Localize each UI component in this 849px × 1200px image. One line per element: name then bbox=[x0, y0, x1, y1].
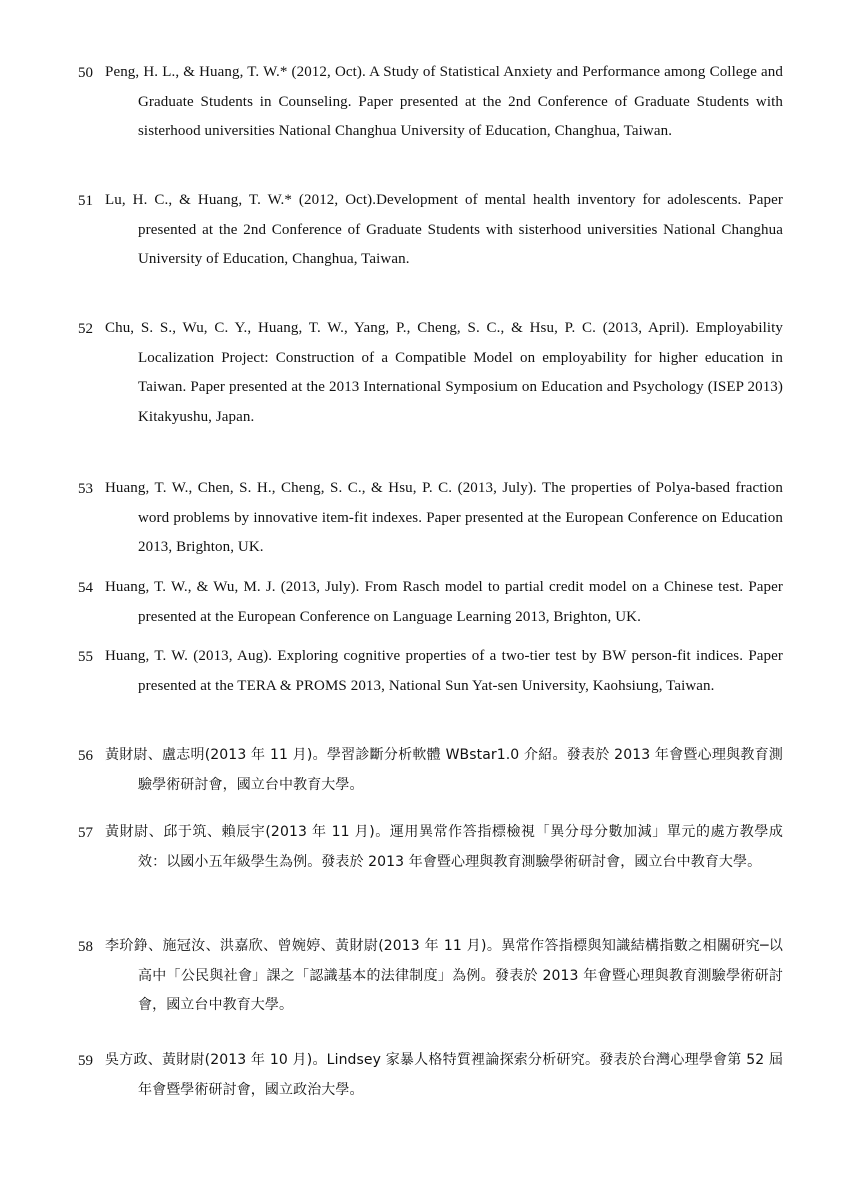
reference-entry bbox=[78, 58, 783, 147]
reference-number: 56 bbox=[78, 748, 93, 764]
reference-number: 51 bbox=[78, 193, 93, 209]
reference-number: 57 bbox=[78, 825, 93, 841]
reference-entry bbox=[78, 314, 783, 432]
reference-entry bbox=[78, 573, 783, 632]
reference-text: 黃財尉、盧志明(2013 年 11 月)。學習診斷分析軟體 WBstar1.0 介紹。發表於 2013 年會暨心理與教育測驗學術研討會，國立台中教育大學。 bbox=[105, 747, 783, 793]
reference-number: 52 bbox=[78, 321, 93, 337]
reference-text: Peng, H. L., & Huang, T. W.* (2012, Oct). A Study of Statistical Anxiety and Performance among College and Graduate Students in Counseling. Paper presented at the 2nd Conference of Graduate Students with sisterhood universities National Changhua University of Education, Changhua, Taiwan. bbox=[105, 64, 783, 140]
reference-text: Lu, H. C., & Huang, T. W.* (2012, Oct).Development of mental health inventory for adolescents. Paper presented at the 2nd Conference of Graduate Students with sisterhood universities National Changhua University of Education, Changhua, Taiwan. bbox=[105, 192, 783, 268]
reference-text: 吳方政、黃財尉(2013 年 10 月)。Lindsey 家暴人格特質裡論探索分析研究。發表於台灣心理學會第 52 屆年會暨學術研討會，國立政治大學。 bbox=[105, 1052, 783, 1098]
reference-number: 54 bbox=[78, 580, 93, 596]
reference-text: Chu, S. S., Wu, C. Y., Huang, T. W., Yang, P., Cheng, S. C., & Hsu, P. C. (2013, April). Employability Localization Project: Construction of a Compatible Model on employability for higher education in Taiwan. Paper presented at the 2013 International Symposium on Education and Psychology (ISEP 2013) Kitakyushu, Japan. bbox=[105, 320, 783, 425]
reference-text: 黃財尉、邱于筑、賴辰宇(2013 年 11 月)。運用異常作答指標檢視「異分母分數加減」單元的處方教學成效：以國小五年級學生為例。發表於 2013 年會暨心理與教育測驗學術研討會，國立台中教育大學。 bbox=[105, 824, 783, 870]
reference-entry bbox=[78, 818, 783, 877]
reference-number: 53 bbox=[78, 481, 93, 497]
reference-text: Huang, T. W. (2013, Aug). Exploring cognitive properties of a two-tier test by BW person-fit indices. Paper presented at the TERA & PROMS 2013, National Sun Yat-sen University, Kaohsiung, Taiwan. bbox=[105, 648, 783, 694]
reference-text: Huang, T. W., & Wu, M. J. (2013, July). From Rasch model to partial credit model on a Chinese test. Paper presented at the European Conference on Language Learning 2013, Brighton, UK. bbox=[105, 579, 783, 625]
reference-number: 50 bbox=[78, 65, 93, 81]
reference-number: 59 bbox=[78, 1053, 93, 1069]
reference-entry bbox=[78, 186, 783, 275]
reference-entry bbox=[78, 642, 783, 701]
reference-text: 李玠錚、施冠汝、洪嘉欣、曾婉婷、黃財尉(2013 年 11 月)。異常作答指標與知識結構指數之相關研究─以高中「公民與社會」課之「認識基本的法律制度」為例。發表於 2013 年會暨心理與教育測驗學術研討會，國立台中教育大學。 bbox=[105, 938, 783, 1014]
reference-entry bbox=[78, 1046, 783, 1105]
reference-number: 55 bbox=[78, 649, 93, 665]
reference-entry bbox=[78, 741, 783, 800]
reference-entry bbox=[78, 932, 783, 1021]
reference-text: Huang, T. W., Chen, S. H., Cheng, S. C., & Hsu, P. C. (2013, July). The properties of Polya-based fraction word problems by innovative item-fit indexes. Paper presented at the European Conference on Education 2013, Brighton, UK. bbox=[105, 480, 783, 556]
reference-entry bbox=[78, 474, 783, 563]
reference-number: 58 bbox=[78, 939, 93, 955]
